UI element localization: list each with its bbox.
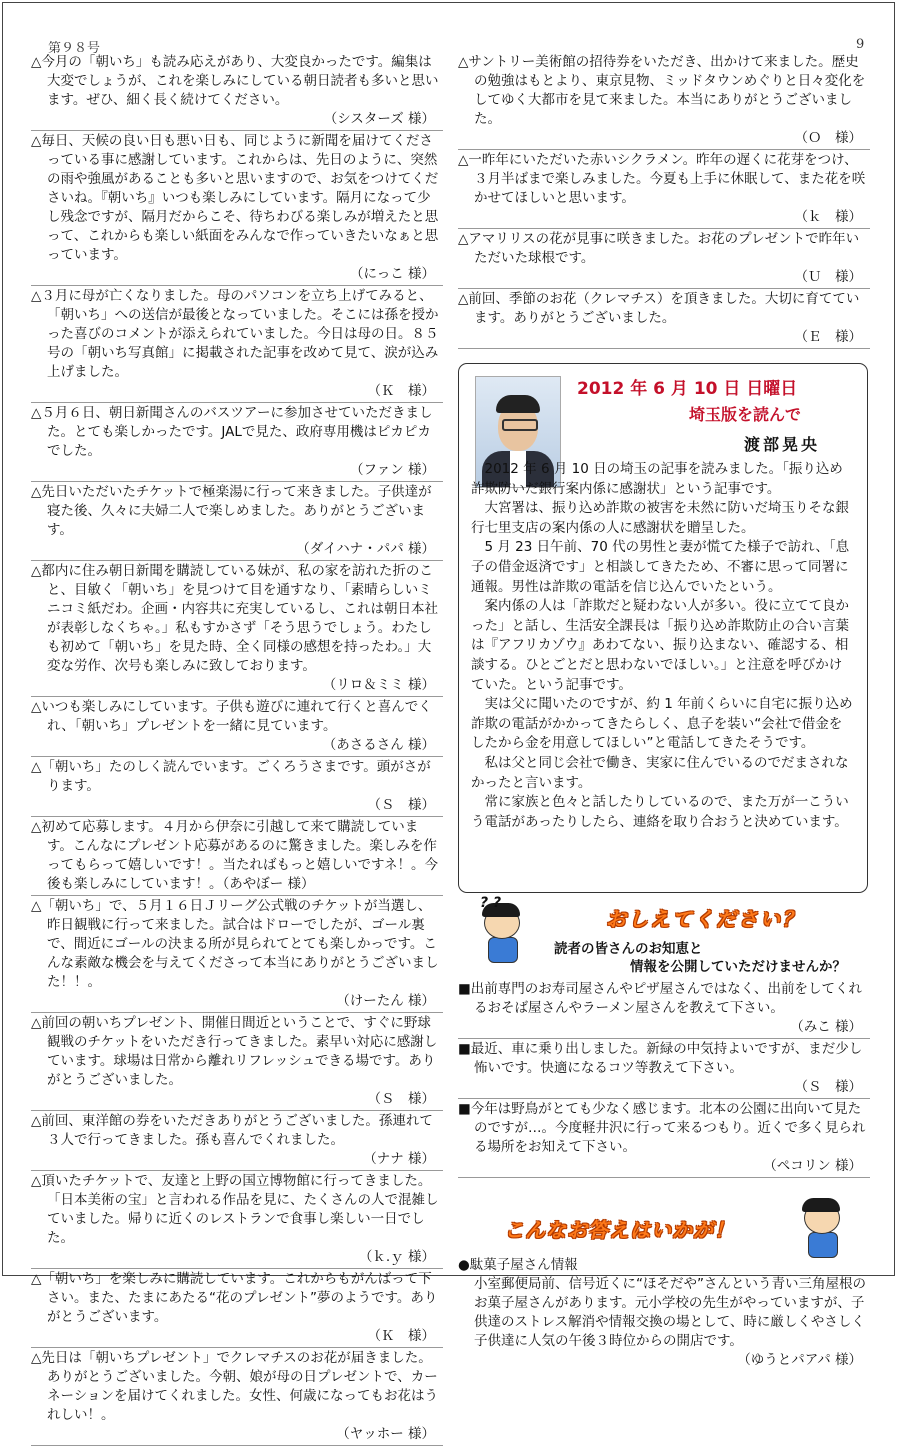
reader-comment-text: △都内に住み朝日新聞を購読している妹が、私の家を訪れた折のこと、目敏く「朝いち」を見つけて目を通すなり、「素晴らしいミニコミ紙だわ。企画・内容共に充実しているし、これは朝日本社が表彰しなくちゃ。」私もすかさず「そう思うでしょう。わたしも初めて「朝いち」を見た時、全く同様の感想を持ったわ。」大変な労作、次号も楽しみに致しております。 bbox=[31, 563, 438, 674]
reader-comment-signature: （けーたん 様） bbox=[336, 993, 435, 1009]
reader-comment-signature: （ヤッホー 様） bbox=[336, 1426, 435, 1442]
reader-comment bbox=[31, 286, 443, 403]
reader-comment-text: △先日いただいたチケットで極楽湯に行って来きました。子供達が寝た後、久々に夫婦二人で楽しめました。ありがとうございます。 bbox=[31, 484, 432, 538]
question-entry-signature: （みこ 様） bbox=[790, 1019, 862, 1035]
reader-comment-text: △一昨年にいただいた赤いシクラメン。昨年の遅くに花芽をつけ、３月半ばまで楽しみました。今夏も上手に休眠して、また花を咲かせてほしいと思います。 bbox=[458, 152, 866, 206]
question-entry bbox=[458, 1039, 870, 1099]
issue-number: 第９８号 bbox=[48, 41, 101, 56]
feature-paragraph: 常に家族と色々と話したりしているので、また万が一こういう電話があったりしたら、連絡を取り合おうと決めています。 bbox=[471, 794, 849, 830]
reader-comment-text: △頂いたチケットで、友達と上野の国立博物館に行ってきました。「日本美術の宝」と言われる作品を見に、たくさんの人で混雑していました。帰りに近くのレストランで食事し楽しい一日でした。 bbox=[31, 1173, 439, 1246]
reader-comment-signature: （シスターズ 様） bbox=[323, 111, 435, 127]
page-number: 9 bbox=[856, 37, 865, 52]
answer-signature: （ゆうとパアパ 様） bbox=[737, 1352, 862, 1368]
question-entry bbox=[458, 1099, 870, 1178]
reader-comment-signature: （あさるさん 様） bbox=[322, 737, 435, 753]
question-banner bbox=[458, 895, 870, 975]
reader-comment-signature: （Ｓ 様） bbox=[367, 1091, 435, 1107]
reader-comment bbox=[31, 697, 443, 757]
reader-comment bbox=[458, 229, 870, 289]
reader-comment bbox=[458, 52, 870, 150]
reader-comment-text: △前回、東洋館の券をいただきありがとうございました。孫連れて３人で行ってきました。孫も喜んでくれました。 bbox=[31, 1113, 433, 1148]
reader-comment bbox=[31, 561, 443, 697]
question-marks: ? ? bbox=[480, 895, 502, 911]
reader-comment-text: △「朝いち」を楽しみに購読しています。これからもがんばって下さい。また、たまにあたる“花のプレゼント”夢のようです。ありがとうございます。 bbox=[31, 1271, 438, 1325]
reader-comment bbox=[31, 1348, 443, 1446]
reader-comment bbox=[31, 1111, 443, 1171]
question-banner-line2: 情報を公開していただけませんか？ bbox=[630, 959, 846, 975]
reader-comment-text: △３月に母が亡くなりました。母のパソコンを立ち上げてみると、「朝いち」への送信が最後となっていました。そこには孫を授かった喜びのコメントが添えられていました。今日は母の日。８５号の「朝いち写真館」に掲載された記事を改めて見て、涙が込み上げました。 bbox=[31, 288, 439, 380]
feature-paragraph: 大宮署は、振り込め詐欺の被害を未然に防いだ埼玉りそな銀行七里支店の案内係の人に感謝状を贈呈した。 bbox=[471, 500, 849, 536]
reader-comment-signature: （ナナ 様） bbox=[363, 1151, 435, 1167]
reader-comment-text: △先日は「朝いちプレゼント」でクレマチスのお花が届きました。ありがとうございました。今朝、娘が母の日プレゼントで、カーネーションを届けてくれました。女性、何歳になってもお花はうれしい！。 bbox=[31, 1350, 438, 1423]
feature-paragraph: 案内係の人は「詐欺だと疑わない人が多い。役に立てて良かった」と話し、生活安全課長は「振り込め詐欺防止の合い言葉は『アフリカゾウ』あわてない、振り込まない、確認する、相談する。ひとごとだと思わないでほしい。」と注意を呼びかけていた。という記事です。 bbox=[471, 598, 849, 693]
question-banner-line1: 読者の皆さんのお知恵と bbox=[554, 941, 703, 957]
answer-banner bbox=[458, 1196, 870, 1246]
answer-entry bbox=[458, 1256, 870, 1370]
reader-comment bbox=[31, 52, 443, 131]
reader-comment-signature: （Ｋ 様） bbox=[367, 383, 435, 399]
reader-comment-text: △「朝いち」で、５月１６日Ｊリーグ公式戦のチケットが当選し、昨日観戦に行って来ました。試合はドローでしたが、ゴール裏で、間近にゴールの決まる所が見られてとても楽しかっです。こんな素敵な機会を与えてくださって本当にありがとうございました！！。 bbox=[31, 898, 439, 990]
reader-comment-signature: （ダイハナ・パパ 様） bbox=[296, 541, 435, 557]
question-entry-signature: （ペコリン 様） bbox=[763, 1158, 862, 1174]
reader-comment bbox=[31, 1171, 443, 1269]
question-entry-text: ■最近、車に乗り出しました。新緑の中気持よいですが、まだ少し怖いです。快適になるコツ等教えて下さい。 bbox=[458, 1041, 863, 1076]
feature-paragraph: 5 月 23 日午前、70 代の男性と妻が慌てた様子で訪れ、「息子の借金返済です」と相談してきたため、不審に思って同署に通報。男性は詐欺の電話を信じ込んでいたという。 bbox=[471, 539, 850, 595]
feature-paragraph: 実は父に聞いたのですが、約 1 年前くらいに自宅に振り込め詐欺の電話がかかってきたらしく、息子を装い“会社で借金をしたから金を用意してほしい”と電話してきたそうです。 bbox=[471, 696, 853, 752]
reader-comment bbox=[31, 403, 443, 482]
feature-paragraph: 私は父と同じ会社で働き、実家に住んでいるのでだまされなかったと言います。 bbox=[471, 754, 849, 791]
reader-comment-signature: （ファン 様） bbox=[349, 462, 435, 478]
reader-comment-text: △前回、季節のお花（クレマチス）を頂きました。大切に育てています。ありがとうございました。 bbox=[458, 291, 860, 326]
reader-comment-text: △前回の朝いちプレゼント、開催日間近ということで、すぐに野球観戦のチケットをいただき行ってきました。素早い対応に感謝しています。球場は日常から離れリフレッシュできる場です。ありがとうございました。 bbox=[31, 1015, 438, 1088]
reader-comment-text: △毎日、天候の良い日も悪い日も、同じように新聞を届けてくださっている事に感謝しています。これからは、先日のように、突然の雨や強風があることも多いと思いますので、お気をつけてくださいね。『朝いち』いつも楽しみにしています。隔月になって少し残念ですが、隔月だからこそ、待ちわびる楽しみが増えたと思って、これからも楽しい紙面をみんなで作っていきたいなぁと思っています。 bbox=[31, 133, 439, 263]
reader-comment-text: △「朝いち」たのしく読んでいます。ごくろうさまです。頭がさがります。 bbox=[31, 759, 431, 794]
feature-body bbox=[471, 460, 855, 832]
reader-comment-signature: （Ｕ 様） bbox=[794, 269, 862, 285]
reader-comment bbox=[31, 817, 443, 896]
reader-comment-signature: （にっこ 様） bbox=[349, 266, 435, 282]
question-entry bbox=[458, 979, 870, 1039]
right-column bbox=[458, 52, 870, 1370]
reader-comment bbox=[31, 482, 443, 561]
reader-comment bbox=[31, 896, 443, 1013]
answer-banner-title: こんなお答えはいかが！ bbox=[504, 1218, 735, 1242]
reader-comment-signature: （ｋ 様） bbox=[794, 209, 862, 225]
reader-comment-signature: （Ｓ 様） bbox=[367, 797, 435, 813]
reader-comment bbox=[31, 1013, 443, 1111]
reader-comment bbox=[31, 1269, 443, 1348]
reader-comment-text: △初めて応募します。４月から伊奈に引越して来て購読しています。こんなにプレゼント応募があるのに驚きました。楽しみを作ってもらって嬉しいです！。当たればもっと嬉しいですネ！。今後も楽しみにしています！。（あやぼー 様） bbox=[31, 819, 438, 892]
left-column bbox=[31, 52, 443, 1446]
reader-comment bbox=[31, 131, 443, 286]
answer-text: 小室郵便局前、信号近くに“ほそだや”さんという青い三角屋根のお菓子屋さんがあります。元小学校の先生がやっていますが、子供達のストレス解消や情報交換の場として、時に厳しくやさしく子供達に人気の午後３時位からの開店です。 bbox=[474, 1276, 866, 1349]
feature-article bbox=[458, 363, 868, 893]
reader-comment-text: △５月６日、朝日新聞さんのバスツアーに参加させていただきました。とても楽しかったです。JALで見た、政府専用機はピカピカでした。 bbox=[31, 405, 433, 459]
question-banner-title: おしえてください？ bbox=[606, 907, 804, 931]
reader-comment-text: △いつも楽しみにしています。子供も遊びに連れて行くと喜んでくれ、「朝いち」プレゼントを一緒に見ています。 bbox=[31, 699, 432, 734]
reader-comment-signature: （ｋ.ｙ 様） bbox=[358, 1249, 435, 1265]
reader-comment-text: △サントリー美術館の招待券をいただき、出かけて来ました。歴史の勉強はもとより、東京見物、ミッドタウンめぐりと日々変化をしてゆく大都市を見て来ました。本当にありがとうございました。 bbox=[458, 54, 866, 127]
reader-comment-text: △今月の「朝いち」も読み応えがあり、大変良かったです。編集は大変でしょうが、これを楽しみにしている朝日読者も多いと思います。ぜひ、細く長く続けてください。 bbox=[31, 54, 439, 108]
feature-date-title: 2012 年 6 月 10 日 日曜日 bbox=[577, 379, 798, 399]
question-entry-signature: （Ｓ 様） bbox=[794, 1079, 862, 1095]
pointing-child-icon bbox=[796, 1196, 848, 1258]
reader-comment bbox=[458, 289, 870, 349]
reader-comment-signature: （Ｋ 様） bbox=[367, 1328, 435, 1344]
reader-comment bbox=[458, 150, 870, 229]
reader-comment-signature: （リロ＆ミミ 様） bbox=[322, 677, 435, 693]
question-entry-text: ■出前専門のお寿司屋さんやピザ屋さんではなく、出前をしてくれるおそば屋さんやラーメン屋さんを教えて下さい。 bbox=[458, 981, 862, 1016]
feature-author: 渡部晃央 bbox=[744, 435, 821, 454]
answer-heading: ●駄菓子屋さん情報 bbox=[458, 1257, 578, 1273]
feature-paragraph: 2012 年 6 月 10 日の埼玉の記事を読みました。「振り込め詐欺防いだ銀行案内係に感謝状」という記事です。 bbox=[471, 461, 843, 497]
feature-subtitle: 埼玉版を読んで bbox=[689, 405, 802, 424]
reader-comment bbox=[31, 757, 443, 817]
reader-comment-signature: （Ｅ 様） bbox=[794, 329, 862, 345]
reader-comment-signature: （Ｏ 様） bbox=[794, 130, 862, 146]
reader-comment-text: △アマリリスの花が見事に咲きました。お花のプレゼントで昨年いただいた球根です。 bbox=[458, 231, 860, 266]
question-entry-text: ■今年は野鳥がとても少なく感じます。北本の公園に出向いて見たのですが…。今度軽井沢に行って来るつもり。近くで多く見られる場所をお知えて下さい。 bbox=[458, 1101, 866, 1155]
